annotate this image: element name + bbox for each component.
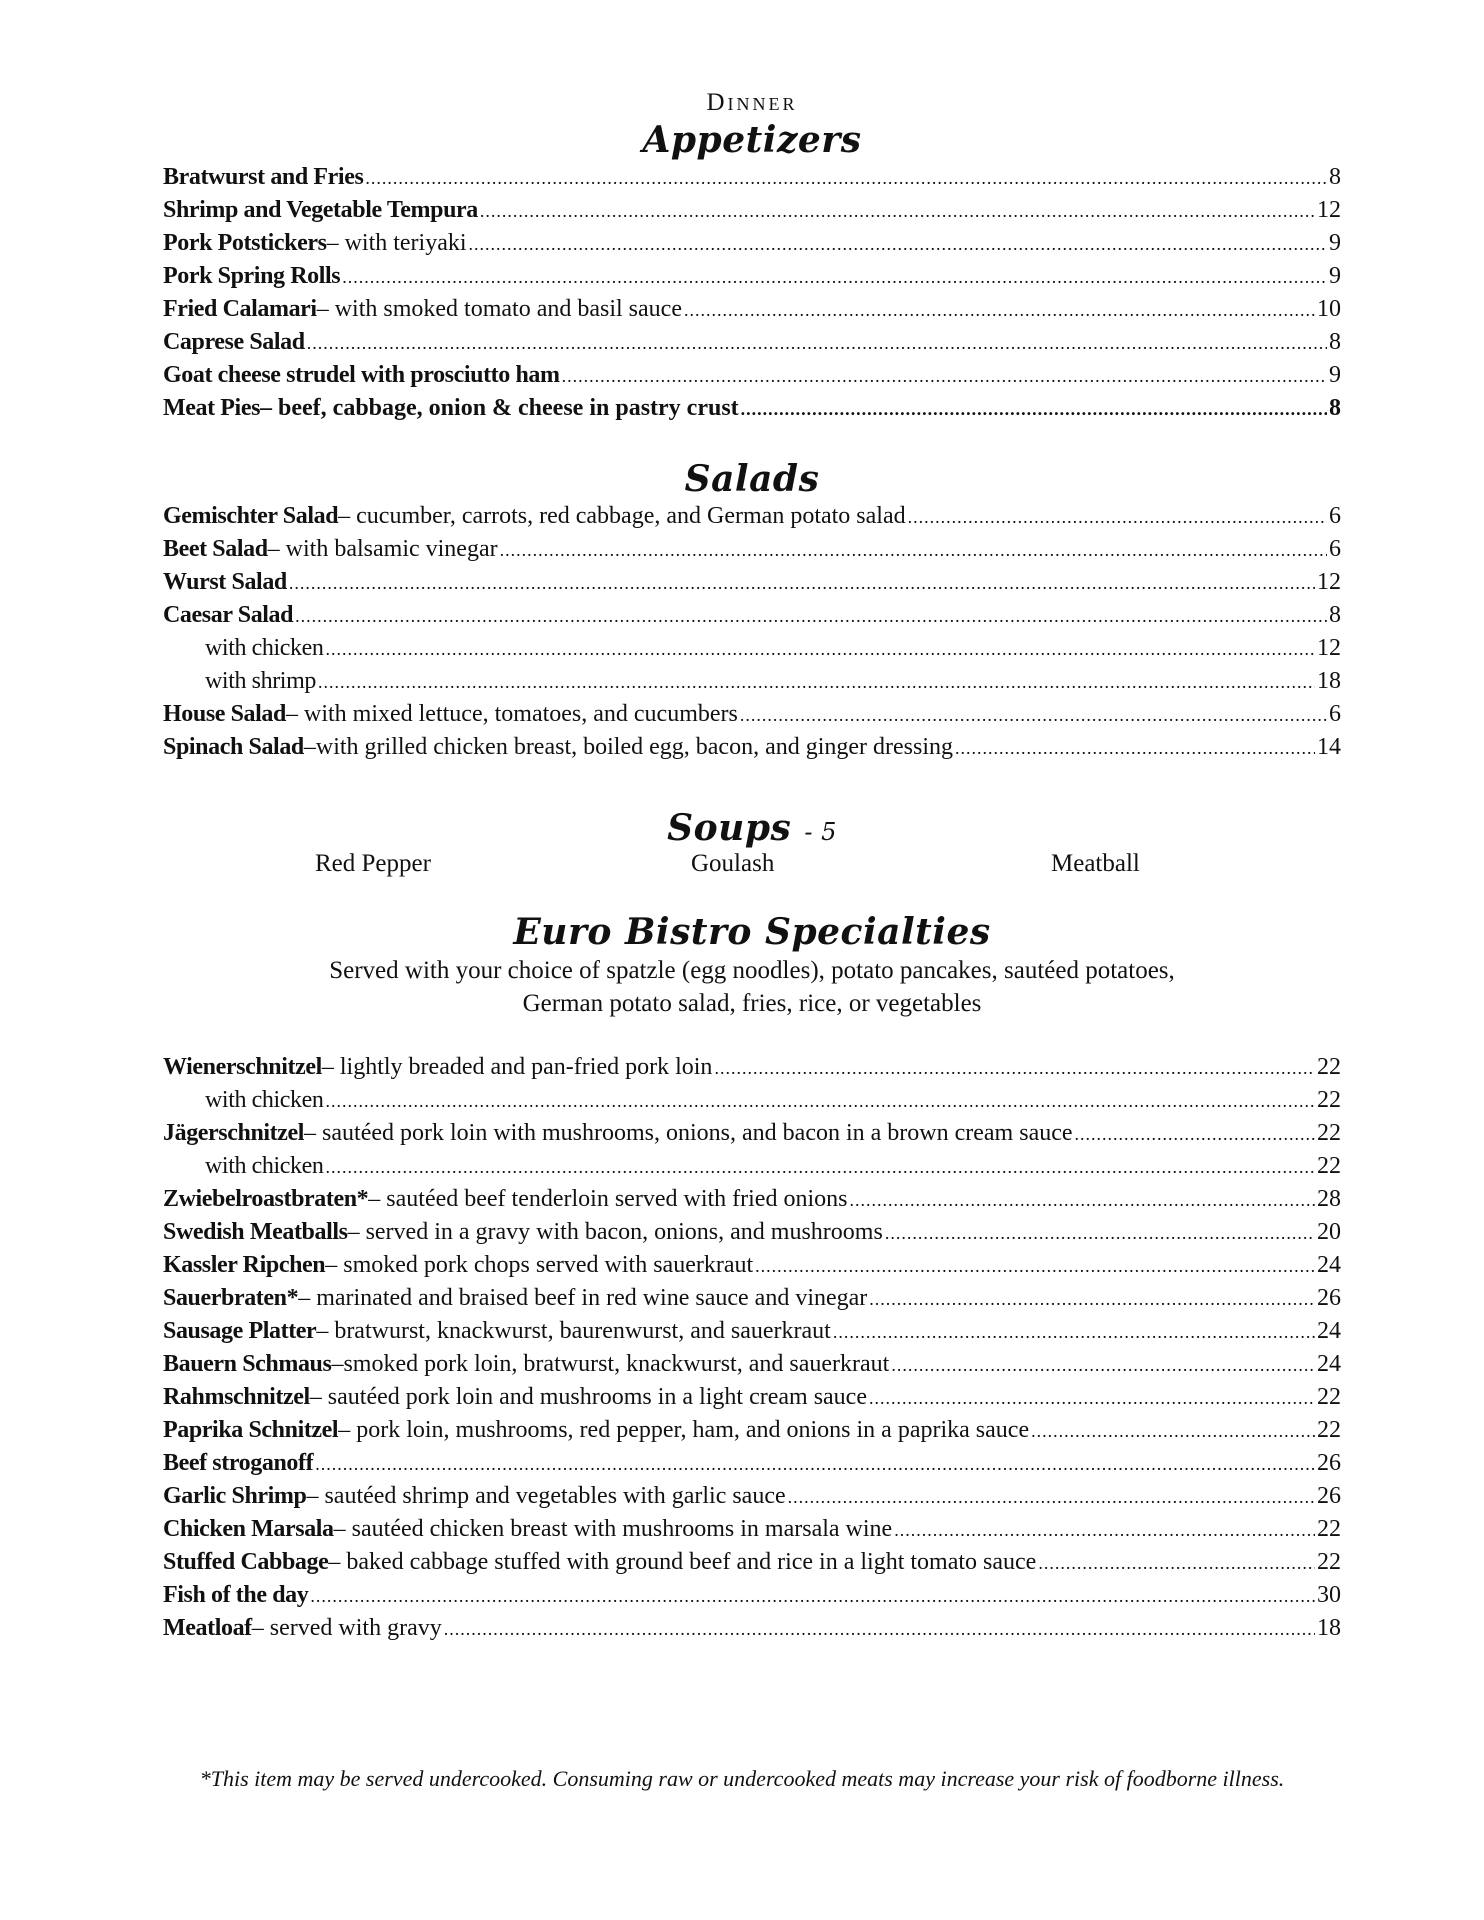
dot-leader (342, 267, 1327, 288)
item-name: Caesar Salad (163, 602, 294, 628)
menu-item (163, 1318, 1341, 1351)
soup-item: Red Pepper (315, 850, 431, 877)
item-description: – with balsamic vinegar (267, 536, 498, 562)
menu-item (163, 296, 1341, 329)
item-price: 6 (1329, 503, 1341, 529)
specialties-subtitle-line: Served with your choice of spatzle (egg noodles), potato pancakes, sautéed potatoes, (329, 957, 1175, 984)
menu-item (163, 362, 1341, 395)
menu-item (163, 263, 1341, 296)
item-description: – smoked pork chops served with sauerkraut (325, 1252, 754, 1278)
item-description: – beef, cabbage, onion & cheese in pastry crust (260, 395, 739, 421)
dot-leader (908, 507, 1327, 528)
item-name: Pork Potstickers (163, 230, 327, 256)
menu-item (163, 395, 1341, 428)
dot-leader (891, 1355, 1315, 1376)
menu-item (163, 230, 1341, 263)
item-description: – lightly breaded and pan-fried pork loin (321, 1054, 713, 1080)
item-price: 8 (1329, 164, 1341, 190)
item-name: Fried Calamari (163, 296, 317, 322)
item-price: 22 (1317, 1153, 1341, 1179)
dot-leader (714, 1058, 1315, 1079)
item-price: 6 (1329, 536, 1341, 562)
item-price: 12 (1317, 569, 1341, 595)
appetizers-heading: Appetizers (642, 119, 862, 161)
item-name: Garlic Shrimp (163, 1483, 307, 1509)
item-price: 18 (1317, 668, 1341, 694)
item-price: 22 (1317, 1417, 1341, 1443)
item-name: Paprika Schnitzel (163, 1417, 339, 1443)
item-description: – baked cabbage stuffed with ground beef and rice in a light tomato sauce (328, 1549, 1037, 1575)
item-description: –smoked pork loin, bratwurst, knackwurst, and sauerkraut (331, 1351, 890, 1377)
menu-item (163, 1252, 1341, 1285)
dot-leader (289, 573, 1315, 594)
item-description: – bratwurst, knackwurst, baurenwurst, and sauerkraut (316, 1318, 831, 1344)
menu-item (163, 1582, 1341, 1615)
dot-leader (307, 333, 1327, 354)
item-price: 30 (1317, 1582, 1341, 1608)
menu-item (163, 1615, 1341, 1648)
dot-leader (326, 1157, 1316, 1178)
item-description: – sautéed pork loin and mushrooms in a light cream sauce (309, 1384, 867, 1410)
item-description: – served with gravy (251, 1615, 442, 1641)
item-name: Sausage Platter (163, 1318, 317, 1344)
item-name: Stuffed Cabbage (163, 1549, 329, 1575)
menu-item (163, 602, 1341, 635)
menu-item (163, 734, 1341, 767)
menu-item (163, 1120, 1341, 1153)
dot-leader (469, 234, 1327, 255)
soups-heading (163, 806, 1341, 850)
item-name: with chicken (205, 635, 324, 661)
menu-title: Dinner (706, 89, 798, 116)
item-name: Spinach Salad (163, 734, 304, 760)
item-price: 6 (1329, 701, 1341, 727)
item-price: 8 (1329, 602, 1341, 628)
item-name: Sauerbraten* (163, 1285, 299, 1311)
item-price: 12 (1317, 197, 1341, 223)
menu-item (163, 1549, 1341, 1582)
item-price: 9 (1329, 263, 1341, 289)
item-description: – pork loin, mushrooms, red pepper, ham, and onions in a paprika sauce (338, 1417, 1030, 1443)
dot-leader (955, 738, 1315, 759)
dot-leader (562, 366, 1327, 387)
menu-item (163, 1054, 1341, 1087)
item-name: Caprese Salad (163, 329, 305, 355)
menu-item (163, 1483, 1341, 1516)
item-name: Meat Pies (163, 395, 261, 421)
item-name: Kassler Ripchen (163, 1252, 326, 1278)
dot-leader (1031, 1421, 1315, 1442)
dot-leader (869, 1289, 1315, 1310)
item-price: 12 (1317, 635, 1341, 661)
item-name: Beet Salad (163, 536, 268, 562)
dot-leader (326, 1091, 1316, 1112)
item-price: 24 (1317, 1351, 1341, 1377)
menu-item (163, 1087, 1341, 1120)
menu-item (163, 1384, 1341, 1417)
item-price: 20 (1317, 1219, 1341, 1245)
item-price: 24 (1317, 1318, 1341, 1344)
item-description: – sautéed shrimp and vegetables with garlic sauce (306, 1483, 786, 1509)
dot-leader (365, 168, 1327, 189)
item-name: with chicken (205, 1153, 324, 1179)
item-description: – cucumber, carrots, red cabbage, and German potato salad (338, 503, 906, 529)
dot-leader (295, 606, 1327, 627)
appetizers-list (163, 164, 1341, 428)
item-name: House Salad (163, 701, 286, 727)
item-name: Beef stroganoff (163, 1450, 314, 1476)
item-description: – served in a gravy with bacon, onions, and mushrooms (347, 1219, 883, 1245)
dot-leader (849, 1190, 1315, 1211)
specialties-subtitle-line: German potato salad, fries, rice, or vegetables (522, 990, 982, 1017)
item-name: Gemischter Salad (163, 503, 339, 529)
dot-leader (755, 1256, 1315, 1277)
dot-leader (894, 1520, 1315, 1541)
soups-price: - 5 (804, 818, 837, 846)
dot-leader (740, 705, 1327, 726)
dot-leader (684, 300, 1315, 321)
item-name: Shrimp and Vegetable Tempura (163, 197, 478, 223)
item-price: 22 (1317, 1516, 1341, 1542)
item-description: – marinated and braised beef in red wine sauce and vinegar (298, 1285, 868, 1311)
menu-item (163, 1450, 1341, 1483)
item-name: with shrimp (205, 668, 316, 694)
item-description: – with smoked tomato and basil sauce (316, 296, 682, 322)
dot-leader (318, 672, 1315, 693)
dot-leader (741, 399, 1327, 420)
item-price: 14 (1317, 734, 1341, 760)
dot-leader (326, 639, 1316, 660)
menu-item (163, 701, 1341, 734)
item-name: with chicken (205, 1087, 324, 1113)
menu-item (163, 668, 1341, 701)
item-name: Bratwurst and Fries (163, 164, 364, 190)
item-name: Swedish Meatballs (163, 1219, 348, 1245)
item-description: – with mixed lettuce, tomatoes, and cucumbers (285, 701, 738, 727)
item-name: Pork Spring Rolls (163, 263, 341, 289)
menu-item (163, 1153, 1341, 1186)
item-description: – sautéed pork loin with mushrooms, onions, and bacon in a brown cream sauce (304, 1120, 1073, 1146)
menu-item (163, 1285, 1341, 1318)
item-price: 22 (1317, 1054, 1341, 1080)
item-description: – sautéed beef tenderloin served with fried onions (368, 1186, 848, 1212)
item-description: – with teriyaki (326, 230, 467, 256)
menu-item (163, 635, 1341, 668)
menu-item (163, 1516, 1341, 1549)
menu-item (163, 503, 1341, 536)
item-description: –with grilled chicken breast, boiled egg, bacon, and ginger dressing (303, 734, 954, 760)
specialties-list (163, 1054, 1341, 1648)
salads-heading: Salads (684, 458, 820, 500)
item-name: Goat cheese strudel with prosciutto ham (163, 362, 560, 388)
specialties-subtitle (163, 954, 1341, 1020)
menu-item (163, 536, 1341, 569)
item-description: – sautéed chicken breast with mushrooms in marsala wine (333, 1516, 893, 1542)
item-name: Jägerschnitzel (163, 1120, 305, 1146)
dot-leader (788, 1487, 1315, 1508)
dot-leader (500, 540, 1327, 561)
dot-leader (1038, 1553, 1315, 1574)
item-name: Wienerschnitzel (163, 1054, 322, 1080)
salads-list (163, 503, 1341, 767)
soup-item: Goulash (691, 850, 775, 877)
item-price: 26 (1317, 1285, 1341, 1311)
item-price: 22 (1317, 1120, 1341, 1146)
menu-item (163, 197, 1341, 230)
menu-item (163, 1351, 1341, 1384)
item-price: 26 (1317, 1450, 1341, 1476)
menu-item (163, 1219, 1341, 1252)
item-name: Zwiebelroastbraten* (163, 1186, 369, 1212)
item-price: 28 (1317, 1186, 1341, 1212)
specialties-heading: Euro Bistro Specialties (513, 911, 991, 953)
item-price: 10 (1317, 296, 1341, 322)
item-name: Bauern Schmaus (163, 1351, 332, 1377)
item-price: 8 (1329, 329, 1341, 355)
item-price: 18 (1317, 1615, 1341, 1641)
item-name: Fish of the day (163, 1582, 309, 1608)
item-price: 9 (1329, 362, 1341, 388)
item-name: Meatloaf (163, 1615, 252, 1641)
dot-leader (1075, 1124, 1315, 1145)
item-price: 8 (1329, 395, 1341, 421)
item-name: Wurst Salad (163, 569, 287, 595)
dot-leader (480, 201, 1315, 222)
soups-list (163, 850, 1341, 884)
item-price: 9 (1329, 230, 1341, 256)
item-price: 26 (1317, 1483, 1341, 1509)
item-price: 22 (1317, 1384, 1341, 1410)
item-price: 22 (1317, 1549, 1341, 1575)
dot-leader (315, 1454, 1315, 1475)
dot-leader (444, 1619, 1315, 1640)
menu-item (163, 569, 1341, 602)
menu-item (163, 1186, 1341, 1219)
soup-item: Meatball (1051, 850, 1140, 877)
item-price: 24 (1317, 1252, 1341, 1278)
item-price: 22 (1317, 1087, 1341, 1113)
dot-leader (869, 1388, 1315, 1409)
dot-leader (833, 1322, 1315, 1343)
item-name: Chicken Marsala (163, 1516, 334, 1542)
dot-leader (310, 1586, 1315, 1607)
dot-leader (885, 1223, 1315, 1244)
item-name: Rahmschnitzel (163, 1384, 310, 1410)
footnote: *This item may be served undercooked. Consuming raw or undercooked meats may increase your risk of foodborne illness. (199, 1766, 1285, 1791)
soups-title: Soups (667, 807, 792, 849)
menu-item (163, 164, 1341, 197)
menu-page (163, 88, 1341, 1648)
menu-item (163, 329, 1341, 362)
menu-item (163, 1417, 1341, 1450)
